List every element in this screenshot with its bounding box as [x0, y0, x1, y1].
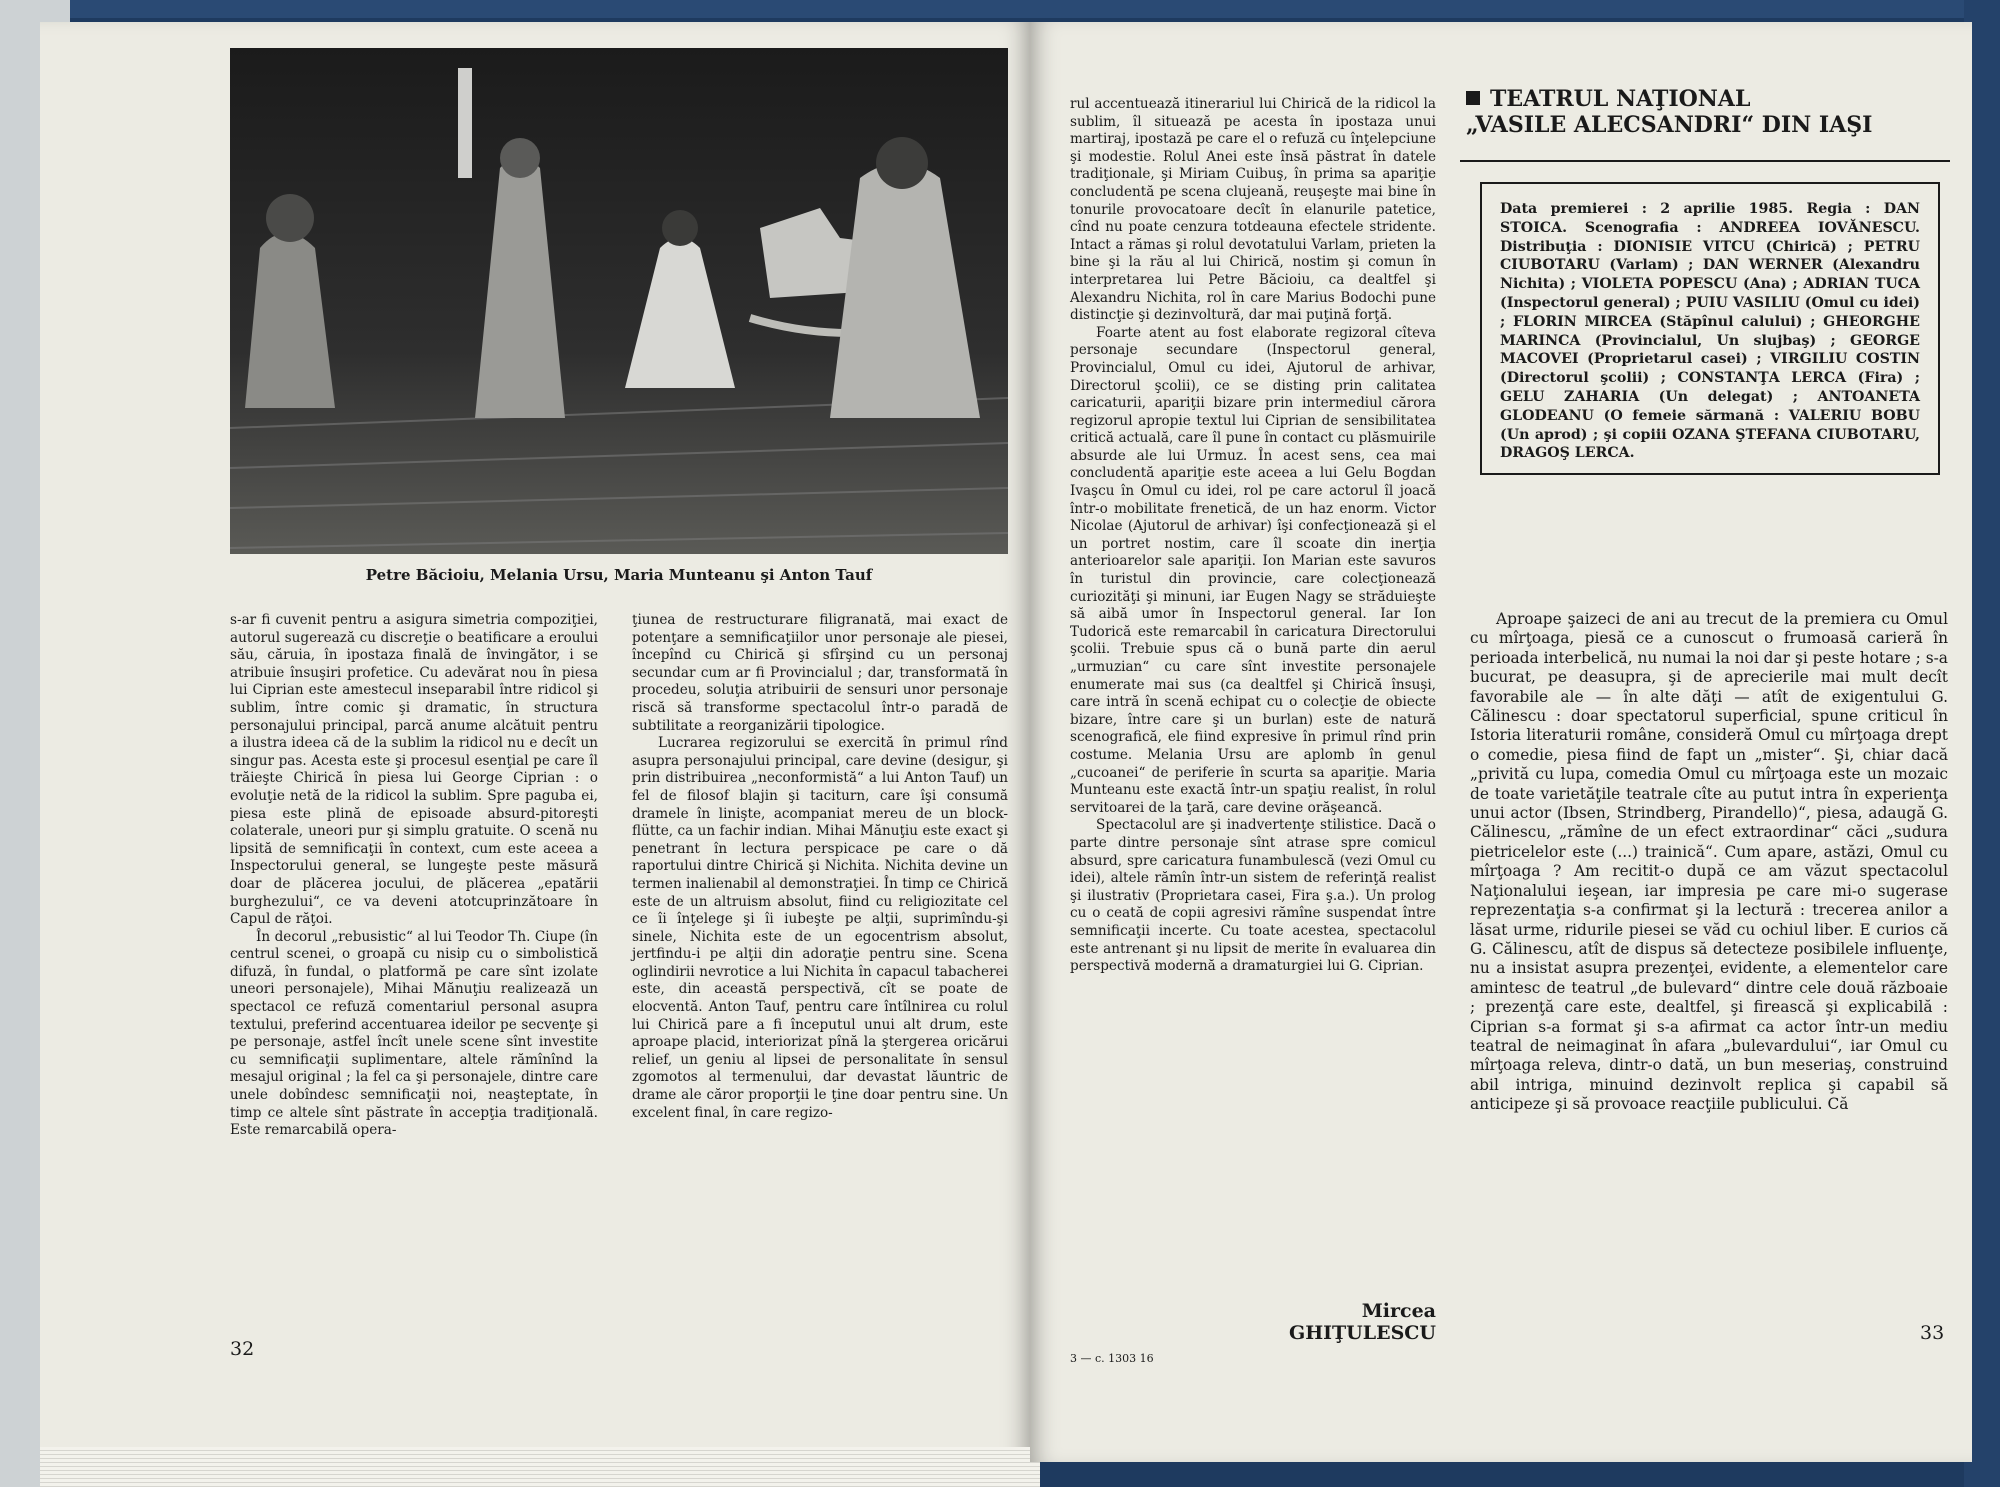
stage-photo — [230, 48, 1008, 554]
right-page — [1030, 22, 1972, 1462]
credits-box: Data premierei : 2 aprilie 1985. Regia : DAN STOICA. Scenografia : ANDREEA IOVĂNESCU. Distribuţia : DIONISIE VITCU (Chirică) ; PETRU CIUBOTARU (Varlam) ; DAN WERNER (Alexandru Nichita) ; VIOLETA POPESCU (Ana) ; ADRIAN TUCA (Inspectorul general) ; PUIU VASILIU (Omul cu idei) ; FLORIN MIRCEA (Stăpînul calului) ; GHEORGHE MARINCA (Provincialul, Un slujbaş) ; GEORGE MACOVEI (Proprietarul casei) ; VIRGILIU COSTIN (Directorul şcolii) ; CONSTANŢA LERCA (Fira) ; GELU ZAHARIA (Un delegat) ; ANTOANETA GLODEANU (O femeie sărmană : VALERIU BOBU (Un aprod) ; şi copiii OZANA ŞTEFANA CIUBOTARU, DRAGOŞ LERCA. — [1480, 182, 1940, 475]
heading-rule — [1460, 160, 1950, 162]
paragraph: Foarte atent au fost elaborate regizoral cîteva personaje secundare (Inspectorul general, Provincialul, Omul cu idei, Ajutorul de arhivar, Directorul şcolii), ce se disting prin calitatea caricaturii, apariţii bizare prin intermediul cărora regizorul apropie textul lui Ciprian de sensibilitatea critică actuală, care îl pune în contact cu plăsmuirile absurde ale lui Urmuz. În acest sens, cea mai concludentă apariţie este aceea a lui Gelu Bogdan Ivaşcu în Omul cu idei, rol pe care actorul îl joacă într-o mobilitate frenetică, de un haz enorm. Victor Nicolae (Ajutorul de arhivar) îşi confecţionează şi el un portret nostim, care îl scoate din inerţia anterioarelor sale apariţii. Ion Marian este savuros în turistul din provincie, care colecţionează curiozităţi şi minuni, iar Eugen Nagy se străduieşte să aibă umor în Inspectorul general. Iar Ion Tudorică este remarcabil în caricatura Directorului şcolii. Trebuie spus că o bună parte din aerul „urmuzian“ cu care sînt investite personajele enumerate mai sus (ca dealtfel şi Chirică însuşi, care intră în scenă echipat cu o colecţie de obiecte bizare, între care şi un burlan) este de natură scenografică, ele fiind expresive în primul rînd prin costume. Melania Ursu are aplomb în genul „cucoanei“ de periferie în scurta sa apariţie. Maria Munteanu este exactă într-un spaţiu realist, în rolul servitoarei de la ţară, care devine orăşeancă. — [1070, 324, 1436, 816]
paragraph: Aproape şaizeci de ani au trecut de la premiera cu Omul cu mîrţoaga, piesă ce a cunoscut o frumoasă carieră în perioada interbelică, nu numai la noi dar şi peste hotare ; s-a bucurat, pe deasupra, şi de aprecierile mai mult decît favorabile ale — în alte dăţi — atît de exigentului G. Călinescu : doar spectatorul superficial, spune criticul în Istoria literaturii române, consideră Omul cu mîrţoaga drept o comedie, piesa fiind de fapt un „mister“. Şi, chiar dacă „privită cu lupa, comedia Omul cu mîrţoaga este un mozaic de toate varietăţile teatrale cîte au putut intra în experienţa unui actor (Ibsen, Strindberg, Pirandello)“, piesa, adaugă G. Călinescu, „rămîne de un efect extraordinar“ căci „sudura pietricelelor este (...) trainică“. Cum apare, astăzi, Omul cu mîrţoaga ? Am recitit-o după ce am văzut spectacolul Naţionalului ieşean, iar impresia pe care mi-o sugerase reprezentaţia s-a confirmat şi la lectură : trecerea anilor a lăsat urme, ridurile piesei se văd cu ochiul liber. E curios că G. Călinescu, atît de dispus să detecteze posibilele influenţe, nu a insistat asupra prezenţei, evidente, a elementelor care amintesc de teatrul „de bulevard“ dintre cele două războaie ; prezenţă care este, dealtfel, şi firească şi explicabilă : Ciprian s-a format şi s-a afirmat ca actor într-un mediu teatral de neimaginat în afara „bulevardului“, iar Omul cu mîrţoaga releva, dintr-o dată, un bun meseriaş, construind abil intriga, minuind dezinvolt replica şi capabil să anticipeze şi să provoace reacţiile publicului. Că — [1470, 610, 1948, 1114]
print-footnote: 3 — c. 1303 16 — [1070, 1352, 1154, 1365]
theatre-heading — [1466, 86, 1946, 138]
paragraph: În decorul „rebusistic“ al lui Teodor Th. Ciupe (în centrul scenei, o groapă cu nisip cu o simbolistică difuză, în fundal, o platformă pe care sînt izolate uneori personajele), Mihai Mănuţiu realizează un spectacol ce refuză comentariul personal asupra textului, preferind accentuarea ideilor pe secvenţe şi pe personaje, astfel încît unele scene sînt investite cu semnificaţii suplimentare, altele rămînînd la mesajul original ; la fel ca şi personajele, dintre care unele dobîndesc semnificaţii noi, neaşteptate, în timp ce altele sînt păstrate în accepţia tradiţională. Este remarcabilă opera- — [230, 928, 598, 1139]
right-column-1 — [1070, 96, 1436, 976]
book-cover-top — [0, 0, 2000, 18]
paragraph: Spectacolul are şi inadvertenţe stilistice. Dacă o parte dintre personaje sînt atrase spre comicul absurd, spre caricatura funambulescă (vezi Omul cu idei), altele rămîn într-un sistem de referinţă realist şi ilustrativ (Proprietara casei, Fira ş.a.). Un prolog cu o ceată de copii agresivi rămîne suspendat între semnificaţii incerte. Cu toate acestea, spectacolul este antrenant şi nu lipsit de merite în evaluarea din perspectivă modernă a dramaturgiei lui G. Ciprian. — [1070, 817, 1436, 975]
theatre-heading-line1: TEATRUL NAŢIONAL — [1490, 86, 1751, 112]
paragraph: Lucrarea regizorului se exercită în primul rînd asupra personajului principal, care devine (desigur, şi prin distribuirea „neconformistă“ a lui Anton Tauf) un fel de filosof blajin şi taciturn, care îşi consumă dramele în linişte, acompaniat mereu de un block-flütte, ca un fachir indian. Mihai Mănuţiu este exact şi penetrant în lectura perspicace pe care o dă raportului dintre Chirică şi Nichita. Nichita devine un termen inalienabil al demonstraţiei. În timp ce Chirică este de un altruism absolut, fiind cu religiozitate cel ce îi înţelege şi îi iubeşte pe alţii, suprimîndu-şi sinele, Nichita este de un egocentrism absolut, jertfindu-i pe alţii din adoraţie pentru sine. Scena oglindirii nevrotice a lui Nichita în capacul tabacherei este, din această perspectivă, cît se poate de elocventă. Anton Tauf, pentru care întîlnirea cu rolul lui Chirică pare a fi începutul unui alt drum, este aproape placid, interiorizat pînă la ştergerea oricărui relief, un geniu al lipsei de personalitate în sensul zgomotos al termenului, dar devastat lăuntric de drame ale căror proporţii le ţine doar pentru sine. Un excelent final, în care regizo- — [632, 735, 1008, 1121]
photo-caption: Petre Băcioiu, Melania Ursu, Maria Munteanu şi Anton Tauf — [365, 566, 873, 584]
right-column-2 — [1470, 610, 1948, 1115]
left-column-2 — [632, 612, 1008, 1122]
paragraph: rul accentuează itinerariul lui Chirică de la ridicol la sublim, îl situează pe acesta în ipostaza unui martiraj, ipostază pe care el o refuză cu înţelepciune şi modestie. Rolul Anei este însă păstrat în datele tradiţionale, şi Miriam Cuibuş, în prima sa apariţie concludentă pe scena clujeană, reuşeşte mai bine în tonurile provocatoare decît în elanurile patetice, cînd nu poate cenzura totdeauna efectele stridente. Intact a rămas şi rolul devotatului Varlam, prieten la bine şi la rău al lui Chirică, nostim şi comun în interpretarea lui Petre Băcioiu, ca dealtfel şi Alexandru Nichita, rol în care Marius Bodochi pune distincţie şi dezinvoltură, dar mai puţină forţă. — [1070, 96, 1436, 324]
author-signature: Mircea GHIŢULESCU — [1288, 1300, 1436, 1344]
page-number: 32 — [230, 1338, 255, 1360]
theatre-heading-line2: „VASILE ALECSANDRI“ DIN IAŞI — [1466, 112, 1873, 138]
square-bullet-icon — [1466, 91, 1480, 105]
stage-photo-image — [230, 48, 1008, 554]
left-page — [40, 22, 1030, 1462]
left-column-1 — [230, 612, 598, 1140]
page-edges — [40, 1447, 1040, 1487]
page-number: 33 — [1920, 1322, 1945, 1344]
paragraph: ţiunea de restructurare filigranată, mai exact de potenţare a semnificaţiilor unor personaje ale piesei, începînd cu Chirică şi sfîrşind cu un personaj secundar cum ar fi Provincialul ; dar, transformată în procedeu, soluţia atribuirii de sensuri unor personaje riscă să transforme spectacolul într-o paradă de subtilitate a reorganizării tipologice. — [632, 612, 1008, 734]
paragraph: s-ar fi cuvenit pentru a asigura simetria compoziţiei, autorul sugerează cu discreţie o beatificare a eroului său, căruia, în ipostaza finală de învingător, i se atribuie însuşiri profetice. Cu adevărat nou în piesa lui Ciprian este amestecul inseparabil între ridicol şi sublim, între comic şi dramatic, în structura personajului principal, parcă anume alcătuit pentru a ilustra ideea că de la sublim la ridicol nu e decît un singur pas. Acesta este şi procesul esenţial pe care îl trăieşte Chirică în piesa lui George Ciprian : o evoluţie netă de la ridicol la sublim. Spre paguba ei, piesa este plină de episoade absurd-pitoreşti colaterale, uneori pur şi simplu gratuite. O scenă nu lipsită de semnificaţii în context, cum este aceea a Inspectorului general, se lungeşte peste măsură doar de plăcerea jocului, de plăcerea „epatării burghezului“, ce va deveni atotcuprinzătoare în Capul de răţoi. — [230, 612, 598, 928]
